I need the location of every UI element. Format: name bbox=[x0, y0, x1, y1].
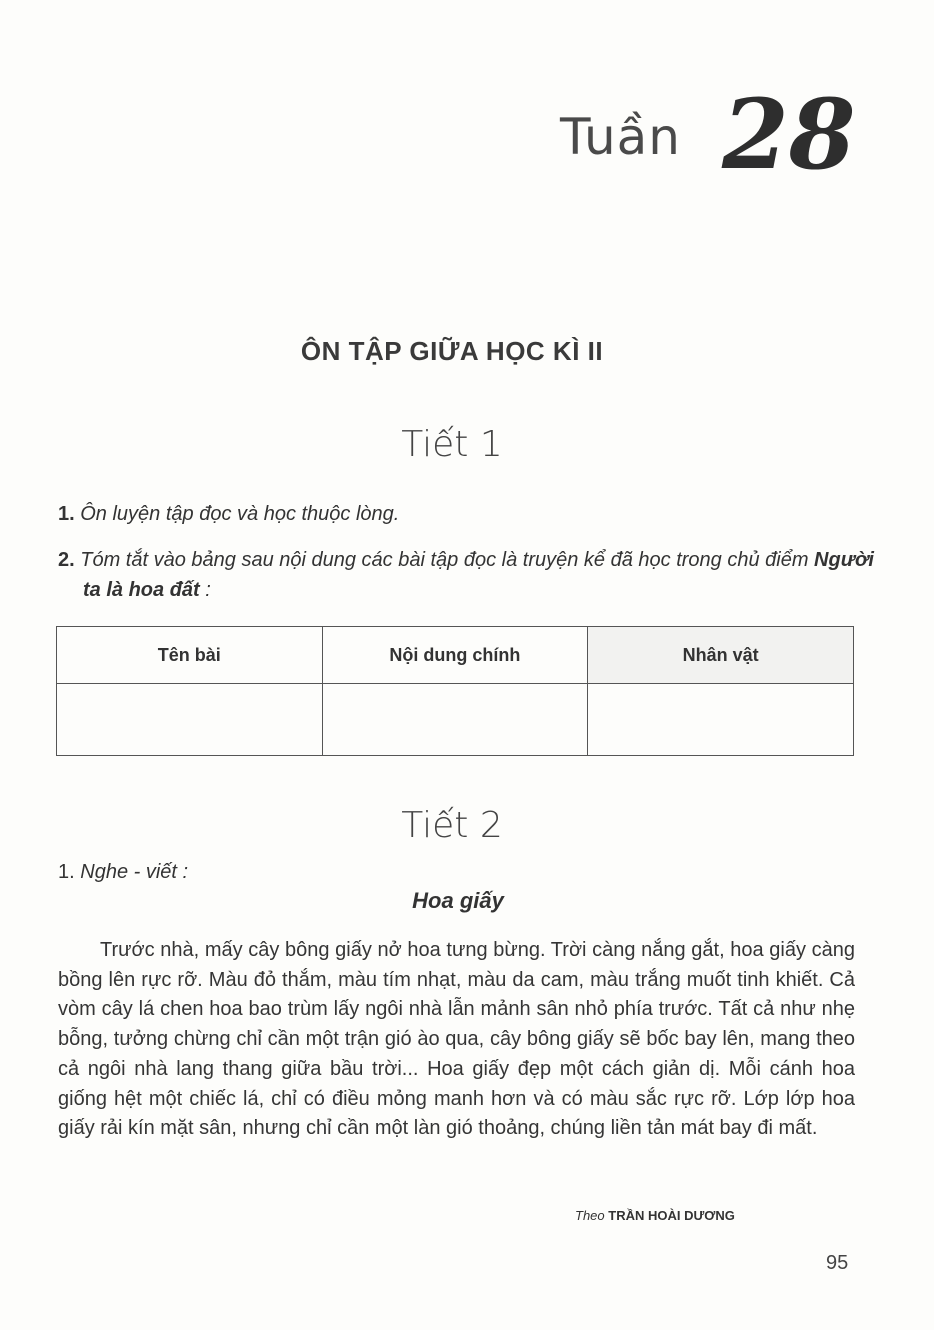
lesson-1-title: Tiết 1 bbox=[401, 424, 503, 465]
source-prefix: Theo bbox=[575, 1208, 605, 1223]
lesson-1-item-1 bbox=[58, 499, 399, 529]
passage-text: Trước nhà, mấy cây bông giấy nở hoa tưng bừng. Trời càng nắng gắt, hoa giấy càng bồng lên rực rỡ. Màu đỏ thắm, màu tím nhạt, màu da cam, màu trắng muốt tinh khiết. Cả vòm cây lá chen hoa bao trùm lấy ngôi nhà lẫn mảnh sân nhỏ phía trước. Tất cả như nhẹ bỗng, tưởng chừng chỉ cần một trận gió ào qua, cây bông giấy sẽ bốc bay lên, mang theo cả ngôi nhà lang thang giữa bầu trời... Hoa giấy đẹp một cách giản dị. Mỗi cánh hoa giống hệt một chiếc lá, chỉ có điều mỏng manh hơn và có màu sắc rực rỡ. Lớp lớp hoa giấy rải kín mặt sân, nhưng chỉ cần một làn gió thoảng, chúng liền tản mát bay đi mất. bbox=[58, 939, 855, 1140]
item-number: 2. bbox=[58, 549, 75, 571]
table-cell-empty[interactable] bbox=[322, 684, 588, 756]
item-text: Tóm tắt vào bảng sau nội dung các bài tập đọc là truyện kể đã học trong chủ điểm bbox=[80, 549, 809, 571]
lesson-2-title: Tiết 2 bbox=[401, 805, 503, 846]
week-number: 28 bbox=[722, 78, 856, 191]
table-row bbox=[57, 684, 854, 756]
section-title: ÔN TẬP GIỮA HỌC KÌ II bbox=[300, 336, 604, 366]
page-number: 95 bbox=[826, 1252, 849, 1274]
table-cell-empty[interactable] bbox=[57, 684, 323, 756]
source-author: TRẦN HOÀI DƯƠNG bbox=[608, 1208, 735, 1223]
summary-table bbox=[56, 626, 854, 756]
item-number: 1. bbox=[58, 503, 75, 525]
item-number: 1. bbox=[58, 861, 75, 883]
item-text: Nghe - viết : bbox=[80, 861, 189, 883]
lesson-2-item-1 bbox=[58, 857, 188, 887]
table-cell-empty[interactable] bbox=[588, 684, 854, 756]
passage-source bbox=[575, 1208, 735, 1223]
week-label: Tuần bbox=[560, 108, 681, 166]
lesson-1-item-2 bbox=[58, 545, 883, 605]
item-bold-topic: Người ta là hoa đất bbox=[83, 549, 874, 601]
item-text: Ôn luyện tập đọc và học thuộc lòng. bbox=[80, 503, 400, 525]
table-header-row bbox=[57, 627, 854, 684]
passage-title: Hoa giấy bbox=[412, 888, 504, 913]
header-noi-dung: Nội dung chính bbox=[322, 627, 588, 684]
item-text-end: : bbox=[205, 579, 211, 601]
header-ten-bai: Tên bài bbox=[57, 627, 323, 684]
header-nhan-vat: Nhân vật bbox=[588, 627, 854, 684]
